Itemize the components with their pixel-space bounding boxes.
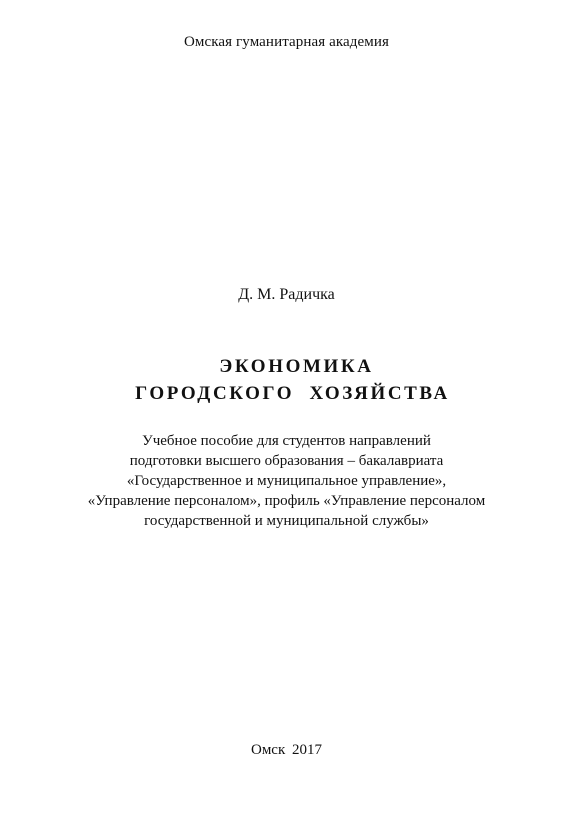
subtitle-line: «Государственное и муниципальное управление»,: [126, 473, 447, 489]
book-title-line-2: ГОРОДСКОГО ХОЗЯЙСТВА: [135, 383, 450, 404]
author-name: Д. М. Радичка: [238, 286, 335, 303]
subtitle-line: Учебное пособие для студентов направлений: [142, 433, 431, 449]
subtitle-line: подготовки высшего образования – бакалавриата: [129, 453, 444, 469]
book-title-line-1: ЭКОНОМИКА: [219, 356, 374, 377]
book-subtitle: [0, 431, 573, 531]
institution-name: Омская гуманитарная академия: [183, 34, 390, 50]
publication-city-year: Омск 2017: [250, 742, 323, 758]
subtitle-line: «Управление персоналом», профиль «Управление персоналом: [87, 493, 486, 509]
subtitle-line: государственной и муниципальной службы»: [144, 513, 429, 529]
